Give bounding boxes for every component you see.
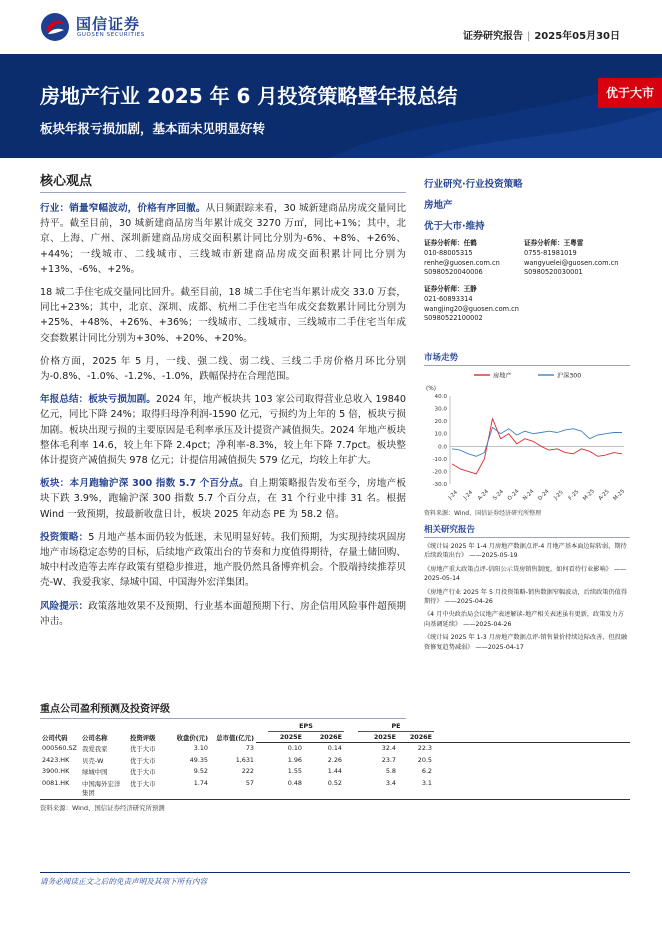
x-tick-label: J-24 (447, 489, 460, 502)
cell-rating: 优于大市 (130, 756, 156, 765)
analyst-card (524, 239, 618, 278)
analyst-name: 王粤雷 (563, 239, 584, 247)
cell-pe-2025e: 32.4 (381, 744, 396, 753)
analyst-cert: S0980520040006 (424, 268, 483, 277)
cell-cap: 73 (245, 743, 254, 752)
x-tick-label: A-25 (597, 488, 611, 502)
x-tick-label: J-25 (553, 489, 565, 502)
x-tick-label: A-24 (476, 488, 490, 502)
col-pe-2026e: 2026E (398, 732, 434, 743)
paragraph-industry (40, 201, 406, 277)
paragraph-text: 18 城二手住宅成交量同比回升。截至目前，18 城二手住宅当年累计成交 33.0 万套，同比+23%；其中，北京、深圳、成都、杭州二手住宅当年成交套数累计同比分别为+25%、+48%、+26%、+36%；一线城市、二线城市、三线城市二手住宅当年成交套数累计同比分别为+30%、+20%、+20%。 (40, 287, 406, 344)
paragraph-strategy (40, 530, 406, 591)
cell-name: 中国海外宏洋集团 (80, 778, 128, 799)
x-tick-label: N-24 (522, 488, 536, 502)
cell-cap: 222 (241, 767, 254, 776)
col-rating: 投资评级 (130, 733, 156, 742)
cell-eps-2025e: 1.55 (287, 767, 302, 776)
market-trend-source: 资料来源：Wind、国信证券经济研究所整理 (424, 510, 542, 517)
y-tick-label: 30.0 (434, 406, 447, 413)
table-row (40, 754, 630, 766)
cell-name: 贝壳-W (82, 756, 104, 765)
x-tick-label: J-24 (462, 489, 475, 502)
forecast-table-source: 资料来源：Wind、国信证券经济研究所预测 (40, 804, 165, 812)
industry-name: 房地产 (424, 200, 453, 211)
related-report-item[interactable]: 《房地产行业 2025 年 5 月投资策略-销售数据窄幅波动，后续政策仍值得期待》 ——2025-04-26 (424, 588, 628, 606)
cell-code: 2423.HK (42, 755, 70, 764)
report-subtitle: 板块年报亏损加剧，基本面未见明显好转 (40, 121, 266, 136)
analyst-phone: 010-88005315 (424, 248, 473, 257)
paragraph-lead: 年报总结：板块亏损加剧。 (40, 394, 156, 406)
col-cap: 总市值(亿元) (216, 733, 254, 742)
cell-pe-2026e: 3.1 (398, 778, 434, 799)
analyst-list (424, 239, 630, 351)
guosen-logo-icon (40, 12, 70, 42)
paragraph-second-hand (40, 285, 406, 346)
paragraph-lead: 风险提示： (40, 600, 89, 612)
core-view-title: 核心观点 (40, 170, 406, 193)
col-name: 公司名称 (82, 733, 108, 742)
legend-label: 房地产 (493, 372, 512, 380)
cell-rating: 优于大市 (130, 744, 156, 753)
cell-name: 绿城中国 (82, 768, 108, 777)
y-tick-label: -10.0 (432, 456, 447, 463)
cell-code: 000560.SZ (42, 743, 77, 752)
analyst-role: 证券分析师： (524, 239, 564, 247)
analyst-card (424, 285, 519, 324)
report-date: 2025年05月30日 (534, 31, 620, 42)
legend-label: 沪深300 (557, 372, 582, 380)
col-pe: PE (358, 721, 434, 732)
cell-price: 1.74 (168, 778, 210, 799)
cell-rating: 优于大市 (128, 778, 168, 799)
y-tick-label: 0.0 (438, 444, 447, 451)
rating-badge: 优于大市 (598, 78, 662, 108)
cell-pe-2026e: 20.5 (417, 755, 432, 764)
col-eps-2026e: 2026E (304, 732, 344, 743)
related-report-item[interactable]: 《统计局 2025 年 1-3 月房地产数据点评-销售量价持续边际改善，但投融资修复趋势减弱》 ——2025-04-17 (424, 634, 628, 651)
logo-english-name: GUOSEN SECURITIES (77, 32, 145, 38)
analyst-email: wangjing20@guosen.com.cn (424, 304, 519, 313)
cell-code: 0081.HK (40, 778, 80, 799)
related-reports-title: 相关研究报告 (424, 523, 630, 538)
core-view-section (40, 170, 406, 637)
analyst-card (424, 239, 500, 278)
cell-pe-2025e: 3.4 (358, 778, 398, 799)
related-report-item[interactable]: 《4 月中央政治局会议地产表述解读-地产相关表述虽有更新，政策发力方向基调延续》 ——2025-04-26 (424, 611, 624, 628)
title-banner (0, 54, 662, 158)
x-tick-label: S-24 (492, 488, 506, 502)
analyst-cert: S0980520030001 (524, 268, 583, 277)
y-tick-label: 40.0 (434, 394, 447, 400)
market-trend-chart (424, 366, 630, 506)
forecast-table-title: 重点公司盈利预测及投资评级 (40, 700, 406, 719)
analyst-cert: S0980522100002 (424, 314, 483, 323)
table-row (40, 743, 630, 755)
cell-eps-2025e: 0.10 (287, 744, 302, 753)
cell-price: 3.10 (193, 743, 208, 752)
table-header-row-1 (40, 721, 630, 732)
y-tick-label: 20.0 (434, 419, 447, 426)
col-code: 公司代码 (42, 733, 68, 742)
cell-code: 3900.HK (42, 767, 70, 776)
col-price: 收盘价(元) (176, 733, 208, 742)
x-tick-label: M-25 (612, 488, 627, 503)
series-line-沪深300 (452, 427, 622, 456)
paragraph-text: 从日频跟踪来看，30 城新建商品房成交量同比持平。截至目前，30 城新建商品房当年累计成交 3270 万㎡，同比+1%；其中，北京、上海、广州、深圳新建商品房成交面积累计同比分别为-6%、+8%、+26%、+44%；一线城市、二线城市、三线城市新建商品房成交面积累计同比分别为+13%、-6%、+2%。 (40, 203, 406, 275)
sidebar-rating: 优于大市·维持 (424, 221, 485, 232)
market-trend-title: 市场走势 (424, 351, 630, 366)
paragraph-annual-summary (40, 392, 406, 468)
logo-chinese-name: 国信证券 (76, 15, 141, 33)
cell-price: 49.35 (189, 755, 208, 764)
paragraph-text: 价格方面，2025 年 5 月，一线、强二线、弱二线、三线二手房价格月环比分别为-0.8%、-1.0%、-1.2%、-1.0%，跌幅保持在合理范围。 (40, 355, 406, 383)
y-axis-label: (%) (426, 386, 437, 392)
paragraph-lead: 行业：销量窄幅波动，价格有序回撤。 (40, 203, 206, 214)
cell-pe-2026e: 22.3 (417, 744, 432, 753)
cell-pe-2026e: 6.2 (421, 767, 432, 776)
cell-eps-2026e: 2.26 (327, 755, 342, 764)
cell-eps-2025e: 0.48 (268, 778, 304, 799)
table-row (40, 778, 630, 799)
sidebar (424, 176, 630, 652)
report-meta: 证券研究报告 | 2025年05月30日 (462, 31, 620, 42)
y-tick-label: -30.0 (432, 482, 447, 488)
paragraph-lead: 投资策略： (40, 531, 89, 543)
paragraph-text: 5 月地产基本面仍较为低迷，未见明显好转。我们预期，为实现持续巩固房地产市场稳定态势的目标，后续地产政策出台的节奏和力度值得期待，存量土储回购、城中村改造等去库存政策有望稳步推进，地产股仍然具备博弈机会。个股端持续推荐贝壳-W、我爱我家、绿城中国、中国海外宏洋集团。 (40, 531, 407, 589)
cell-pe-2025e: 5.8 (385, 767, 396, 776)
analyst-phone: 0755-81981019 (524, 248, 577, 257)
paragraph-risk (40, 599, 406, 629)
col-eps-2025e: 2025E (268, 732, 304, 743)
footer-divider (40, 872, 630, 873)
market-trend-svg (424, 366, 630, 506)
cell-cap: 57 (210, 778, 256, 799)
col-pe-2025e: 2025E (358, 732, 398, 743)
paragraph-lead: 板块：本月跑输沪深 300 指数 5.7 个百分点。 (40, 478, 249, 490)
x-tick-label: D-24 (537, 488, 551, 502)
related-report-item[interactable]: 《统计局 2025 年 1-4 月房地产数据点评-4 月地产基本面边际转弱，期待后续政策出台》 ——2025-05-19 (424, 543, 627, 560)
analyst-role: 证券分析师： (424, 239, 464, 247)
analyst-name: 任鹤 (463, 239, 477, 247)
x-tick-label: M-25 (582, 488, 596, 503)
analyst-email: renhe@guosen.com.cn (424, 258, 500, 267)
cell-price: 9.52 (193, 767, 208, 776)
x-tick-label: O-24 (506, 488, 521, 503)
report-type: 证券研究报告 (462, 31, 523, 42)
related-reports (424, 523, 630, 652)
analyst-phone: 021-60893314 (424, 294, 473, 303)
col-eps: EPS (268, 721, 344, 732)
analyst-name: 王静 (463, 285, 477, 293)
cell-eps-2026e: 1.44 (327, 767, 342, 776)
paragraph-text: 自上期策略报告发布至今，房地产板块下跌 3.9%，跑输沪深 300 指数 5.7 个百分点，在 31 个行业中排 31 名。根据 Wind 一致预期，按最新收盘日计，板块 2025 年动态 PE 为 58.2 倍。 (40, 478, 407, 520)
report-title: 房地产行业 2025 年 6 月投资策略暨年报总结 (40, 84, 458, 108)
paragraph-text: 政策落地效果不及预期、行业基本面超预期下行、房企信用风险事件超预期冲击。 (40, 600, 407, 627)
cell-pe-2025e: 23.7 (381, 755, 396, 764)
y-tick-label: -20.0 (432, 469, 447, 476)
forecast-table (40, 721, 630, 800)
cell-eps-2025e: 1.96 (287, 755, 302, 764)
cell-cap: 1,631 (235, 755, 254, 764)
cell-rating: 优于大市 (130, 768, 156, 777)
y-tick-label: 10.0 (434, 431, 447, 438)
paragraph-sector (40, 476, 406, 522)
cell-eps-2026e: 0.14 (327, 744, 342, 753)
footer-disclaimer: 请务必阅读正文之后的免责声明及其项下所有内容 (40, 877, 208, 886)
analyst-email: wangyuelei@guosen.com.cn (524, 258, 619, 267)
report-category: 行业研究·行业投资策略 (424, 179, 523, 190)
related-report-item[interactable]: 《房地产重大政策点评-信阳公示贷房销售制度，如何看待行业影响》 ——2025-05-14 (424, 565, 627, 583)
cell-eps-2026e: 0.52 (304, 778, 344, 799)
paragraph-text: 2024 年，地产板块共 103 家公司取得营业总收入 19840 亿元，同比下降 24%；取得归母净利润-1590 亿元，亏损约为上年的 5 倍，板块亏损加剧。板块出现亏损的主要原因是毛利率承压及计提资产减值损失。2024 年地产板块整体毛利率 14.6，较上年下降 2.4pct；净利率-8.3%，较上年下降 7.7pct。板块整体计提资产减值损失 978 亿元；计提信用减值损失 579 亿元，均较上年扩大。 (40, 394, 407, 467)
cell-name: 我爱我家 (82, 744, 108, 753)
x-tick-label: F-25 (567, 488, 581, 502)
paragraph-price (40, 354, 406, 384)
analyst-role: 证券分析师： (424, 285, 464, 293)
table-row (40, 766, 630, 778)
